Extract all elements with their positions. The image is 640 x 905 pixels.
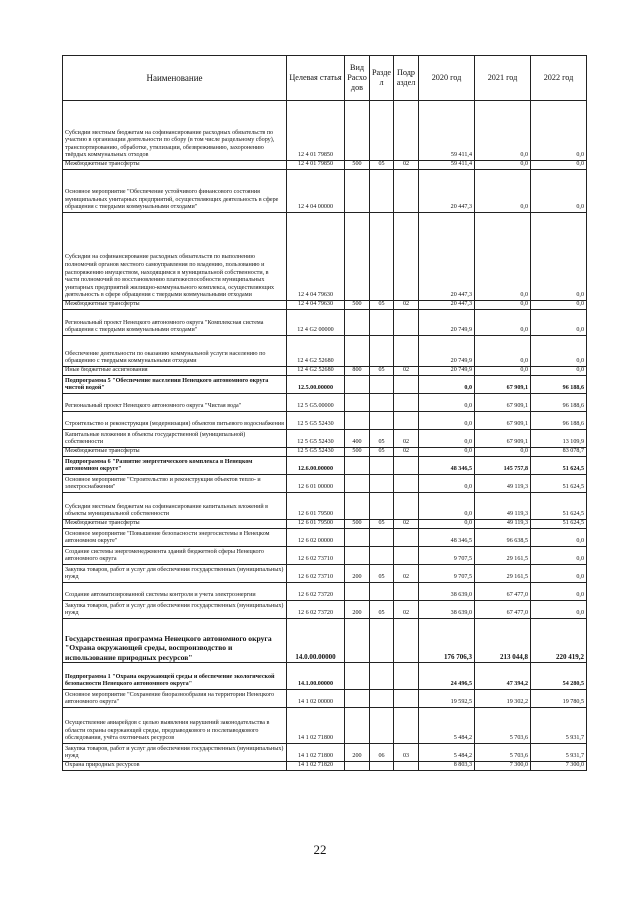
row-value-2021: 67 477,0 <box>475 601 531 619</box>
row-value-2020: 20 447,3 <box>419 170 475 213</box>
table-row <box>63 430 587 448</box>
row-section <box>370 762 394 771</box>
row-name: Субсидии на софинансирование расходных обязательств по выполнению полномочий органов местного самоуправления по владению, пользованию и распоряжению имуществом, находящимся в муниципальной собственности, в части полномочий по восстановлению платежеспособности муниципальных унитарных предприятий жилищно-коммунального комплекса, осуществляющих деятельность в сфере обращения с твердыми коммунальными отходами <box>63 213 287 301</box>
row-value-2022: 0,0 <box>531 310 587 336</box>
header-name: Наименование <box>63 56 287 101</box>
row-section: 05 <box>370 367 394 376</box>
row-section <box>370 619 394 663</box>
row-name: Межбюджетные трансферты <box>63 161 287 170</box>
table-row <box>63 762 587 771</box>
row-section: 05 <box>370 601 394 619</box>
row-value-2022: 51 624,5 <box>531 457 587 475</box>
row-name: Закупка товаров, работ и услуг для обеспечения государственных (муниципальных) нужд <box>63 744 287 762</box>
row-section <box>370 475 394 493</box>
table-row <box>63 336 587 367</box>
row-subsection <box>394 529 419 547</box>
row-target-article: 14 1 02 00000 <box>287 690 345 708</box>
row-subsection: 02 <box>394 565 419 583</box>
row-value-2022: 0,0 <box>531 301 587 310</box>
row-value-2021: 19 302,2 <box>475 690 531 708</box>
row-value-2022: 0,0 <box>531 161 587 170</box>
row-subsection <box>394 493 419 520</box>
row-target-article: 12 4 01 79850 <box>287 161 345 170</box>
row-target-article: 12 4 G2 00000 <box>287 310 345 336</box>
header-target-article: Целевая статья <box>287 56 345 101</box>
table-row <box>63 520 587 529</box>
row-subsection: 02 <box>394 161 419 170</box>
row-name: Подпрограмма 5 "Обеспечение населения Ненецкого автономного округа чистой водой" <box>63 376 287 394</box>
row-name: Иные бюджетные ассигнования <box>63 367 287 376</box>
row-expense-type: 400 <box>345 430 370 448</box>
table-row <box>63 310 587 336</box>
row-section <box>370 412 394 430</box>
row-value-2021: 213 044,8 <box>475 619 531 663</box>
row-expense-type <box>345 310 370 336</box>
row-value-2022: 220 419,2 <box>531 619 587 663</box>
row-target-article: 12.6.00.00000 <box>287 457 345 475</box>
row-expense-type: 500 <box>345 301 370 310</box>
row-value-2022: 0,0 <box>531 529 587 547</box>
row-expense-type: 200 <box>345 565 370 583</box>
row-name: Создание автоматизированной системы контроля и учета электроэнергии <box>63 583 287 601</box>
row-subsection <box>394 547 419 565</box>
table-row <box>63 493 587 520</box>
row-target-article: 12 6 01 79500 <box>287 520 345 529</box>
row-subsection <box>394 376 419 394</box>
row-value-2022: 0,0 <box>531 101 587 161</box>
row-name: Основное мероприятие "Повышение безопасности энергосистемы в Ненецком автономном округе" <box>63 529 287 547</box>
row-expense-type: 500 <box>345 520 370 529</box>
row-value-2022: 0,0 <box>531 565 587 583</box>
row-section <box>370 213 394 301</box>
row-value-2021: 7 300,0 <box>475 762 531 771</box>
row-target-article: 12 6 01 79500 <box>287 493 345 520</box>
row-value-2021: 67 909,1 <box>475 394 531 412</box>
row-target-article: 12 4 04 00000 <box>287 170 345 213</box>
row-name: Охрана природных ресурсов <box>63 762 287 771</box>
row-subsection <box>394 762 419 771</box>
row-target-article: 14 1 02 71820 <box>287 762 345 771</box>
row-value-2021: 67 909,1 <box>475 430 531 448</box>
row-target-article: 12 4 G2 52680 <box>287 336 345 367</box>
row-name: Субсидии местным бюджетам на софинансирование капитальных вложений в объекты муниципальной собственности <box>63 493 287 520</box>
row-value-2020: 5 484,2 <box>419 744 475 762</box>
row-target-article: 12 4 01 79850 <box>287 101 345 161</box>
row-value-2020: 59 411,4 <box>419 161 475 170</box>
header-year-2022: 2022 год <box>531 56 587 101</box>
row-value-2021: 96 638,5 <box>475 529 531 547</box>
table-row <box>63 367 587 376</box>
row-section <box>370 376 394 394</box>
row-subsection: 02 <box>394 301 419 310</box>
row-expense-type: 200 <box>345 601 370 619</box>
row-value-2020: 9 707,5 <box>419 547 475 565</box>
row-section <box>370 170 394 213</box>
row-value-2021: 0,0 <box>475 367 531 376</box>
row-name: Государственная программа Ненецкого автономного округа "Охрана окружающей среды, воспроизводство и использование природных ресурсов" <box>63 619 287 663</box>
row-value-2022: 0,0 <box>531 213 587 301</box>
row-value-2020: 176 706,3 <box>419 619 475 663</box>
row-value-2021: 0,0 <box>475 213 531 301</box>
table-row <box>63 663 587 690</box>
table-row <box>63 213 587 301</box>
row-name: Основное мероприятие "Сохранение биоразнообразия на территории Ненецкого автономного округа" <box>63 690 287 708</box>
row-value-2021: 29 161,5 <box>475 565 531 583</box>
row-value-2022: 5 931,7 <box>531 744 587 762</box>
row-expense-type <box>345 708 370 744</box>
row-value-2022: 96 188,6 <box>531 376 587 394</box>
row-target-article: 12 5 G5 52430 <box>287 412 345 430</box>
row-section <box>370 394 394 412</box>
row-section: 05 <box>370 565 394 583</box>
row-subsection <box>394 394 419 412</box>
row-subsection <box>394 619 419 663</box>
row-value-2020: 24 496,5 <box>419 663 475 690</box>
row-target-article: 14.0.00.00000 <box>287 619 345 663</box>
row-value-2021: 67 909,1 <box>475 412 531 430</box>
row-name: Субсидии местным бюджетам на софинансирование расходных обязательств по участию в организации деятельности по сбору (в том числе раздельному сбору), транспортированию, обработке, утилизации, обезвреживанию, захоронению твёрдых коммунальных отходов <box>63 101 287 161</box>
row-value-2022: 96 188,6 <box>531 394 587 412</box>
table-row <box>63 101 587 161</box>
row-value-2020: 48 346,5 <box>419 529 475 547</box>
row-target-article: 12 6 02 73710 <box>287 547 345 565</box>
table-body <box>63 101 587 771</box>
row-name: Межбюджетные трансферты <box>63 448 287 457</box>
row-section: 05 <box>370 161 394 170</box>
row-value-2022: 19 780,5 <box>531 690 587 708</box>
row-expense-type <box>345 583 370 601</box>
row-subsection: 03 <box>394 744 419 762</box>
row-value-2022: 96 188,6 <box>531 412 587 430</box>
row-expense-type <box>345 101 370 161</box>
header-section: Разде л <box>370 56 394 101</box>
page-number: 22 <box>313 842 327 857</box>
row-value-2021: 67 477,0 <box>475 583 531 601</box>
row-name: Закупка товаров, работ и услуг для обеспечения государственных (муниципальных) нужд <box>63 601 287 619</box>
row-section <box>370 529 394 547</box>
budget-table-container <box>62 55 586 771</box>
row-value-2020: 38 639,0 <box>419 583 475 601</box>
row-expense-type <box>345 762 370 771</box>
row-section: 05 <box>370 430 394 448</box>
row-value-2022: 54 280,5 <box>531 663 587 690</box>
row-subsection: 02 <box>394 448 419 457</box>
row-section <box>370 690 394 708</box>
row-name: Межбюджетные трансферты <box>63 520 287 529</box>
row-value-2020: 5 484,2 <box>419 708 475 744</box>
table-header-row <box>63 56 587 101</box>
table-row <box>63 412 587 430</box>
row-expense-type <box>345 336 370 367</box>
row-expense-type <box>345 376 370 394</box>
table-row <box>63 547 587 565</box>
row-expense-type <box>345 457 370 475</box>
row-name: Обеспечение деятельности по оказанию коммунальной услуги населению по обращению с твердыми коммунальными отходами <box>63 336 287 367</box>
row-value-2021: 0,0 <box>475 336 531 367</box>
row-value-2020: 20 447,3 <box>419 213 475 301</box>
row-subsection <box>394 583 419 601</box>
row-value-2021: 47 394,2 <box>475 663 531 690</box>
row-section <box>370 547 394 565</box>
row-target-article: 12 4 G2 52680 <box>287 367 345 376</box>
row-value-2022: 0,0 <box>531 367 587 376</box>
row-subsection <box>394 690 419 708</box>
row-target-article: 12 5 G5.00000 <box>287 394 345 412</box>
row-value-2022: 0,0 <box>531 547 587 565</box>
header-year-2020: 2020 год <box>419 56 475 101</box>
row-name: Создание системы энергоменеджмента зданий бюджетной сферы Ненецкого автономного округа <box>63 547 287 565</box>
row-subsection: 02 <box>394 430 419 448</box>
row-section <box>370 708 394 744</box>
row-value-2022: 5 931,7 <box>531 708 587 744</box>
row-value-2021: 0,0 <box>475 310 531 336</box>
row-section <box>370 336 394 367</box>
row-value-2020: 0,0 <box>419 448 475 457</box>
table-row <box>63 394 587 412</box>
row-expense-type <box>345 493 370 520</box>
row-name: Подпрограмма 1 "Охрана окружающей среды и обеспечение экологической безопасности Ненецкого автономного округа" <box>63 663 287 690</box>
row-value-2021: 145 757,8 <box>475 457 531 475</box>
row-value-2022: 7 300,0 <box>531 762 587 771</box>
row-target-article: 14.1.00.00000 <box>287 663 345 690</box>
row-value-2020: 19 592,5 <box>419 690 475 708</box>
row-value-2022: 0,0 <box>531 336 587 367</box>
row-subsection <box>394 708 419 744</box>
row-value-2020: 0,0 <box>419 394 475 412</box>
row-expense-type <box>345 213 370 301</box>
table-row <box>63 161 587 170</box>
row-value-2022: 0,0 <box>531 170 587 213</box>
row-target-article: 12 6 02 73720 <box>287 601 345 619</box>
table-row <box>63 170 587 213</box>
row-value-2022: 51 624,5 <box>531 493 587 520</box>
row-target-article: 12.5.00.00000 <box>287 376 345 394</box>
row-value-2020: 0,0 <box>419 412 475 430</box>
row-value-2020: 0,0 <box>419 376 475 394</box>
row-value-2022: 51 624,5 <box>531 520 587 529</box>
row-value-2020: 0,0 <box>419 475 475 493</box>
row-value-2021: 29 161,5 <box>475 547 531 565</box>
row-value-2020: 20 749,9 <box>419 310 475 336</box>
row-subsection <box>394 475 419 493</box>
row-target-article: 14 1 02 71800 <box>287 708 345 744</box>
row-expense-type <box>345 663 370 690</box>
table-row <box>63 565 587 583</box>
header-expense-type: Вид Расхо дов <box>345 56 370 101</box>
row-expense-type: 800 <box>345 367 370 376</box>
row-expense-type <box>345 619 370 663</box>
table-row <box>63 583 587 601</box>
header-subsection: Подр аздел <box>394 56 419 101</box>
row-value-2020: 0,0 <box>419 520 475 529</box>
row-section <box>370 310 394 336</box>
row-section: 05 <box>370 448 394 457</box>
row-subsection <box>394 101 419 161</box>
row-expense-type <box>345 475 370 493</box>
row-name: Межбюджетные трансферты <box>63 301 287 310</box>
row-value-2020: 0,0 <box>419 430 475 448</box>
table-row <box>63 448 587 457</box>
row-expense-type <box>345 394 370 412</box>
row-name: Строительство и реконструкция (модернизация) объектов питьевого водоснабжения <box>63 412 287 430</box>
row-target-article: 12 6 02 00000 <box>287 529 345 547</box>
row-value-2021: 49 119,3 <box>475 520 531 529</box>
row-name: Капитальные вложения в объекты государственной (муниципальной) собственности <box>63 430 287 448</box>
table-row <box>63 457 587 475</box>
row-value-2021: 5 703,6 <box>475 708 531 744</box>
row-target-article: 14 1 02 71800 <box>287 744 345 762</box>
row-name: Осуществление авиарейдов с целью выявления нарушений законодательства в области охраны окружающей среды, предпаводкового и послепаводкового обследования, учёта охотничьих ресурсов <box>63 708 287 744</box>
row-expense-type <box>345 529 370 547</box>
row-subsection <box>394 170 419 213</box>
row-value-2021: 49 119,3 <box>475 475 531 493</box>
budget-table <box>62 55 587 771</box>
row-target-article: 12 5 G5 52430 <box>287 448 345 457</box>
row-subsection <box>394 213 419 301</box>
row-value-2020: 0,0 <box>419 493 475 520</box>
row-section <box>370 493 394 520</box>
row-expense-type: 500 <box>345 448 370 457</box>
row-value-2021: 0,0 <box>475 448 531 457</box>
table-row <box>63 601 587 619</box>
row-expense-type <box>345 547 370 565</box>
table-row <box>63 475 587 493</box>
row-value-2021: 5 703,6 <box>475 744 531 762</box>
row-expense-type <box>345 690 370 708</box>
row-name: Региональный проект Ненецкого автономного округа "Комплексная система обращения с твердыми коммунальными отходами" <box>63 310 287 336</box>
row-target-article: 12 5 G5 52430 <box>287 430 345 448</box>
row-name: Закупка товаров, работ и услуг для обеспечения государственных (муниципальных) нужд <box>63 565 287 583</box>
row-subsection: 02 <box>394 520 419 529</box>
table-row <box>63 529 587 547</box>
row-section: 05 <box>370 520 394 529</box>
table-row <box>63 376 587 394</box>
row-section: 05 <box>370 301 394 310</box>
row-value-2021: 0,0 <box>475 101 531 161</box>
row-value-2020: 20 749,9 <box>419 367 475 376</box>
row-value-2021: 0,0 <box>475 170 531 213</box>
table-row <box>63 301 587 310</box>
row-section <box>370 457 394 475</box>
row-subsection <box>394 663 419 690</box>
row-expense-type: 500 <box>345 161 370 170</box>
row-subsection <box>394 412 419 430</box>
table-row <box>63 708 587 744</box>
header-year-2021: 2021 год <box>475 56 531 101</box>
row-value-2020: 20 447,3 <box>419 301 475 310</box>
table-row <box>63 690 587 708</box>
row-section: 06 <box>370 744 394 762</box>
row-target-article: 12 6 02 73710 <box>287 565 345 583</box>
row-value-2022: 0,0 <box>531 601 587 619</box>
row-subsection: 02 <box>394 601 419 619</box>
row-value-2021: 0,0 <box>475 301 531 310</box>
row-value-2021: 0,0 <box>475 161 531 170</box>
row-value-2020: 48 346,5 <box>419 457 475 475</box>
row-section <box>370 583 394 601</box>
row-target-article: 12 6 01 00000 <box>287 475 345 493</box>
row-value-2022: 13 109,9 <box>531 430 587 448</box>
row-target-article: 12 4 04 79630 <box>287 213 345 301</box>
row-value-2021: 49 119,3 <box>475 493 531 520</box>
row-expense-type <box>345 412 370 430</box>
table-row <box>63 744 587 762</box>
row-subsection <box>394 310 419 336</box>
row-value-2020: 59 411,4 <box>419 101 475 161</box>
row-value-2020: 20 749,9 <box>419 336 475 367</box>
row-name: Основное мероприятие "Обеспечение устойчивого финансового состояния муниципальных унитарных предприятий, осуществляющих деятельность в сфере обращения с твердыми коммунальными отходами" <box>63 170 287 213</box>
row-expense-type: 200 <box>345 744 370 762</box>
row-section <box>370 101 394 161</box>
row-target-article: 12 6 02 73720 <box>287 583 345 601</box>
row-subsection <box>394 336 419 367</box>
row-value-2022: 0,0 <box>531 583 587 601</box>
row-name: Подпрограмма 6 "Развитие энергетического комплекса в Ненецком автономном округе" <box>63 457 287 475</box>
row-section <box>370 663 394 690</box>
row-value-2020: 8 803,3 <box>419 762 475 771</box>
row-value-2020: 38 639,0 <box>419 601 475 619</box>
row-subsection <box>394 457 419 475</box>
row-expense-type <box>345 170 370 213</box>
row-name: Основное мероприятие "Строительство и реконструкция объектов тепло- и электроснабжения" <box>63 475 287 493</box>
table-row <box>63 619 587 663</box>
row-name: Региональный проект Ненецкого автономного округа "Чистая вода" <box>63 394 287 412</box>
row-target-article: 12 4 04 79630 <box>287 301 345 310</box>
row-value-2022: 51 624,5 <box>531 475 587 493</box>
row-value-2022: 83 078,7 <box>531 448 587 457</box>
row-value-2020: 9 707,5 <box>419 565 475 583</box>
row-value-2021: 67 909,1 <box>475 376 531 394</box>
row-subsection: 02 <box>394 367 419 376</box>
